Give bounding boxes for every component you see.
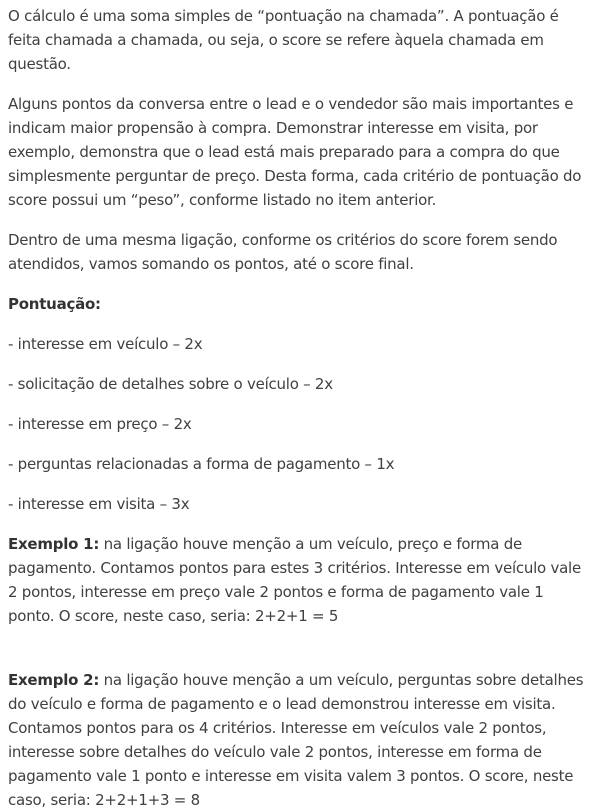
scoring-heading-label: Pontuação: [8, 295, 101, 313]
scoring-heading [8, 292, 592, 316]
example-1-paragraph [8, 532, 592, 628]
scoring-item-payment: - perguntas relacionadas a forma de pagamento – 1x [8, 455, 395, 473]
scoring-item-visit: - interesse em visita – 3x [8, 495, 190, 513]
intro-paragraph: O cálculo é uma soma simples de “pontuação na chamada”. A pontuação é feita chamada a chamada, ou seja, o score se refere àquela chamada em questão. [8, 7, 559, 73]
example-1-text: na ligação houve menção a um veículo, preço e forma de pagamento. Contamos pontos para estes 3 critérios. Interesse em veículo vale 2 pontos, interesse em preço vale 2 pontos e forma de pagamento vale 1 ponto. O score, neste caso, seria: 2+2+1 = 5 [8, 535, 581, 625]
example-2-label: Exemplo 2: [8, 671, 100, 689]
weight-paragraph: Alguns pontos da conversa entre o lead e o vendedor são mais importantes e indicam maior propensão à compra. Demonstrar interesse em visita, por exemplo, demonstra que o lead está mais preparado para a compra do que simplesmente perguntar de preço. Desta forma, cada critério de pontuação do score possui um “peso”, conforme listado no item anterior. [8, 95, 582, 209]
example-2-paragraph [8, 668, 592, 812]
example-1-label: Exemplo 1: [8, 535, 100, 553]
sum-paragraph: Dentro de uma mesma ligação, conforme os critérios do score forem sendo atendidos, vamos somando os pontos, até o score final. [8, 231, 558, 273]
scoring-item-price: - interesse em preço – 2x [8, 415, 192, 433]
scoring-item-details: - solicitação de detalhes sobre o veículo – 2x [8, 375, 333, 393]
example-2-text: na ligação houve menção a um veículo, perguntas sobre detalhes do veículo e forma de pagamento e o lead demonstrou interesse em visita. Contamos pontos para os 4 critérios. Interesse em veículos vale 2 pontos, interesse sobre detalhes do veículo vale 2 pontos, interesse em forma de pagamento vale 1 ponto e interesse em visita valem 3 pontos. O score, neste caso, seria: 2+2+1+3 = 8 [8, 671, 584, 809]
scoring-item-vehicle: - interesse em veículo – 2x [8, 335, 203, 353]
